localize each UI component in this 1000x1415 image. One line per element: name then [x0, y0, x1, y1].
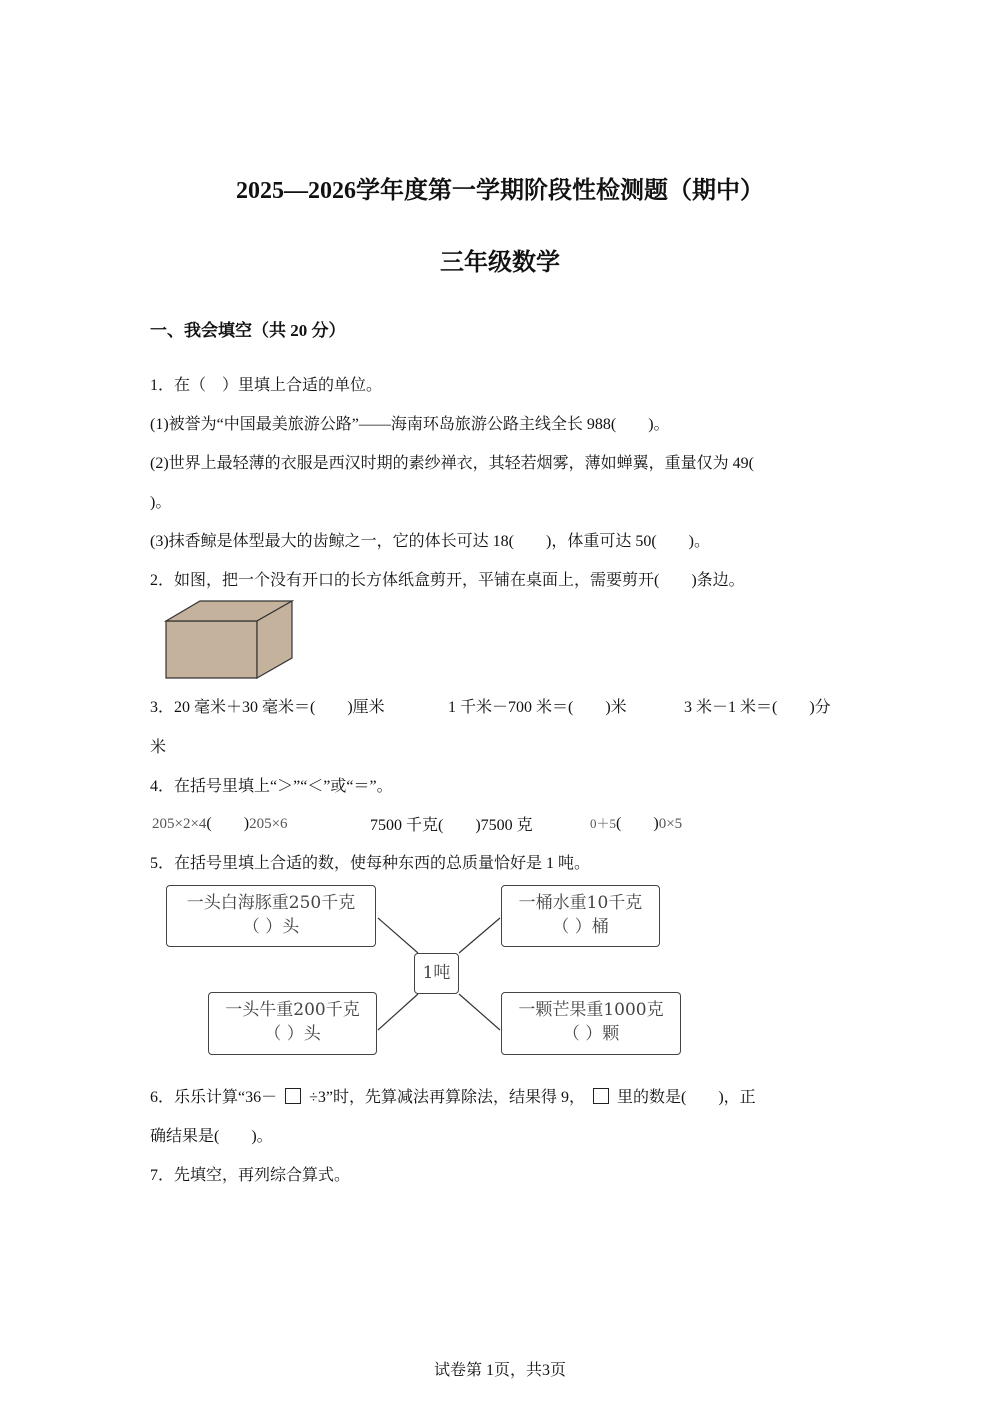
q5-box-mango-line1: 一颗芒果重1000克 — [518, 1000, 664, 1020]
q5-box-cow — [208, 992, 377, 1055]
q6-part1: 6．乐乐计算“36－ — [150, 1089, 278, 1106]
connector-top-right — [459, 918, 500, 953]
q3-part-a: 3．20 毫米＋30 毫米＝( )厘米 — [150, 699, 385, 716]
connector-bottom-left — [378, 994, 418, 1030]
q6-part2: ÷3”时，先算减法再算除法，结果得 9， — [309, 1089, 585, 1106]
q3-part-c: 3 米－1 米＝( )分 — [684, 699, 831, 716]
q6-line1 — [150, 1084, 756, 1107]
q4-c1-blank: ( ) — [206, 815, 250, 832]
q1-part1: (1)被誉为“中国最美旅游公路”——海南环岛旅游公路主线全长 988( )。 — [150, 416, 670, 433]
q4-stem: 4．在括号里填上“＞”“＜”或“＝”。 — [150, 778, 393, 795]
q6-line2: 确结果是( )。 — [150, 1128, 273, 1145]
q1-part2-line1: (2)世界上最轻薄的衣服是西汉时期的素纱禅衣，其轻若烟雾，薄如蝉翼，重量仅为 49( — [150, 455, 754, 472]
q4-c3-right: 0×5 — [658, 816, 683, 832]
connector-top-left — [378, 918, 418, 953]
blank-square-icon — [285, 1088, 301, 1104]
q4-c1-right: 205×6 — [249, 816, 288, 832]
q5-box-dolphin-line1: 一头白海豚重250千克 — [186, 893, 356, 913]
q5-center-box: 1吨 — [414, 953, 459, 994]
q5-stem: 5．在括号里填上合适的数，使每种东西的总质量恰好是 1 吨。 — [150, 855, 591, 872]
page-subtitle: 三年级数学 — [440, 250, 560, 276]
section-heading: 一、我会填空（共 20 分） — [150, 321, 346, 340]
q3-part-b: 1 千米－700 米＝( )米 — [448, 699, 627, 716]
q1-part2-line2: )。 — [150, 494, 172, 511]
page-title: 2025—2026学年度第一学期阶段性检测题（期中） — [236, 178, 764, 204]
q4-compare-2: 7500 千克( )7500 克 — [370, 817, 533, 834]
q5-box-cow-line1: 一头牛重200千克 — [225, 1000, 360, 1020]
blank-square-icon — [593, 1088, 609, 1104]
q4-c3-left: 0＋5 — [590, 816, 617, 831]
q2-stem: 2．如图，把一个没有开口的长方体纸盒剪开，平铺在桌面上，需要剪开( )条边。 — [150, 572, 745, 589]
q5-box-water-line1: 一桶水重10千克 — [518, 893, 643, 913]
q5-box-cow-line2: （ ）头 — [264, 1024, 321, 1044]
page-footer: 试卷第 1页，共3页 — [433, 1362, 566, 1379]
connector-bottom-right — [459, 994, 500, 1030]
q5-box-dolphin-line2: （ ）头 — [242, 917, 300, 937]
q1-stem: 1．在（ ）里填上合适的单位。 — [150, 377, 383, 394]
q5-box-dolphin — [166, 885, 376, 947]
q3-part-d: 米 — [150, 739, 167, 756]
q7-stem: 7．先填空，再列综合算式。 — [150, 1167, 351, 1184]
q5-box-water-line2: （ ）桶 — [552, 917, 609, 937]
q5-box-mango — [501, 992, 681, 1055]
q1-part3: (3)抹香鲸是体型最大的齿鲸之一，它的体长可达 18( )，体重可达 50( )。 — [150, 533, 710, 550]
q4-c1-left: 205×2×4 — [152, 816, 207, 832]
q4-c3-blank: ( ) — [616, 815, 659, 832]
q5-box-mango-line2: （ ）颗 — [562, 1024, 620, 1044]
q6-part3: 里的数是( )，正 — [617, 1089, 756, 1106]
q5-box-water — [501, 885, 660, 947]
